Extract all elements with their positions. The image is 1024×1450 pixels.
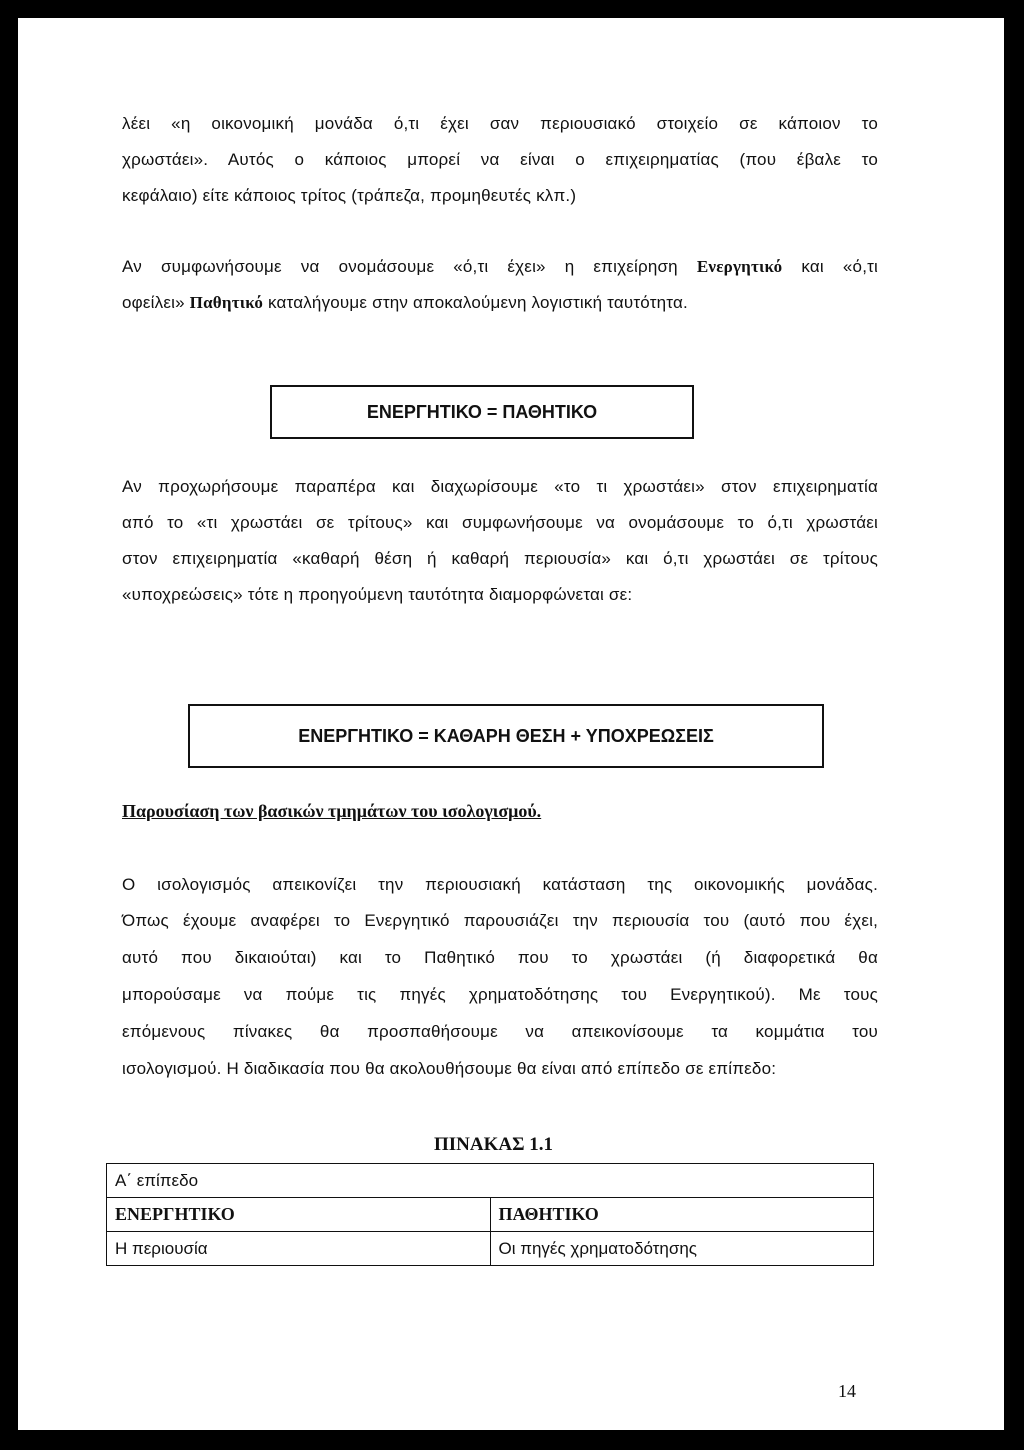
agreement-text: Αν συμφωνήσουμε να ονομάσουμε «ό,τι έχει» η επιχείρηση [122, 257, 697, 276]
agreement-text: και «ό,τι [782, 257, 879, 276]
table-row [107, 1232, 874, 1266]
balance-line-3: αυτό που δικαιούται) και το Παθητικό που το χρωστάει (ή διαφορετικά θα [122, 948, 878, 967]
balance-line-1: Ο ισολογισμός απεικονίζει την περιουσιακή κατάσταση της οικονομικής μονάδας. [122, 875, 878, 894]
equation-box-2: ΕΝΕΡΓΗΤΙΚΟ = ΚΑΘΑΡΗ ΘΕΣΗ + ΥΠΟΧΡΕΩΣΕΙΣ [188, 704, 824, 768]
balance-line-6: ισολογισμού. Η διαδικασία που θα ακολουθήσουμε θα είναι από επίπεδο σε επίπεδο: [122, 1059, 777, 1078]
further-line-3: στον επιχειρηματία «καθαρή θέση ή καθαρή περιουσία» και ό,τι χρωστάει σε τρίτους [122, 549, 878, 568]
header-energitiko: ΕΝΕΡΓΗΤΙΚΟ [107, 1198, 491, 1232]
agreement-text: καταλήγουμε στην αποκαλούμενη λογιστική ταυτότητα. [263, 293, 688, 312]
section-heading: Παρουσίαση των βασικών τμημάτων του ισολογισμού. [122, 801, 542, 821]
document-page [18, 18, 1004, 1430]
cell-periousia: Η περιουσία [107, 1232, 491, 1266]
further-line-1: Αν προχωρήσουμε παραπέρα και διαχωρίσουμε «το τι χρωστάει» στον επιχειρηματία [122, 477, 878, 496]
level-cell: Α΄ επίπεδο [107, 1164, 874, 1198]
balance-line-5: επόμενους πίνακες θα προσπαθήσουμε να απεικονίσουμε τα κομμάτια του [122, 1022, 878, 1041]
agreement-line-2 [122, 293, 688, 313]
levels-table [106, 1163, 874, 1266]
balance-line-4: μπορούσαμε να πούμε τις πηγές χρηματοδότησης του Ενεργητικού). Με τους [122, 985, 878, 1004]
intro-line-1: λέει «η οικονομική μονάδα ό,τι έχει σαν περιουσιακό στοιχείο σε κάποιον το [122, 114, 878, 133]
intro-line-3: κεφάλαιο) είτε κάποιος τρίτος (τράπεζα, προμηθευτές κλπ.) [122, 186, 577, 205]
balance-line-2: Όπως έχουμε αναφέρει το Ενεργητικό παρουσιάζει την περιουσία του (αυτό που έχει, [122, 911, 878, 930]
agreement-text: οφείλει» [122, 293, 190, 312]
intro-line-2: χρωστάει». Αυτός ο κάποιος μπορεί να είναι ο επιχειρηματίας (που έβαλε το [122, 150, 878, 169]
table-row [107, 1198, 874, 1232]
header-pathitiko: ΠΑΘΗΤΙΚΟ [490, 1198, 874, 1232]
table-caption: ΠΙΝΑΚΑΣ 1.1 [434, 1134, 554, 1155]
further-line-4: «υποχρεώσεις» τότε η προηγούμενη ταυτότητα διαμορφώνεται σε: [122, 585, 633, 604]
page-number: 14 [838, 1381, 856, 1401]
further-line-2: από το «τι χρωστάει σε τρίτους» και συμφωνήσουμε να ονομάσουμε το ό,τι χρωστάει [122, 513, 878, 532]
table-row [107, 1164, 874, 1198]
equation-box-1: ΕΝΕΡΓΗΤΙΚΟ = ΠΑΘΗΤΙΚΟ [270, 385, 694, 439]
term-pathitiko: Παθητικό [189, 293, 264, 312]
agreement-line-1 [122, 257, 878, 277]
term-energitiko: Ενεργητικό [696, 257, 783, 276]
cell-piges: Οι πηγές χρηματοδότησης [490, 1232, 874, 1266]
